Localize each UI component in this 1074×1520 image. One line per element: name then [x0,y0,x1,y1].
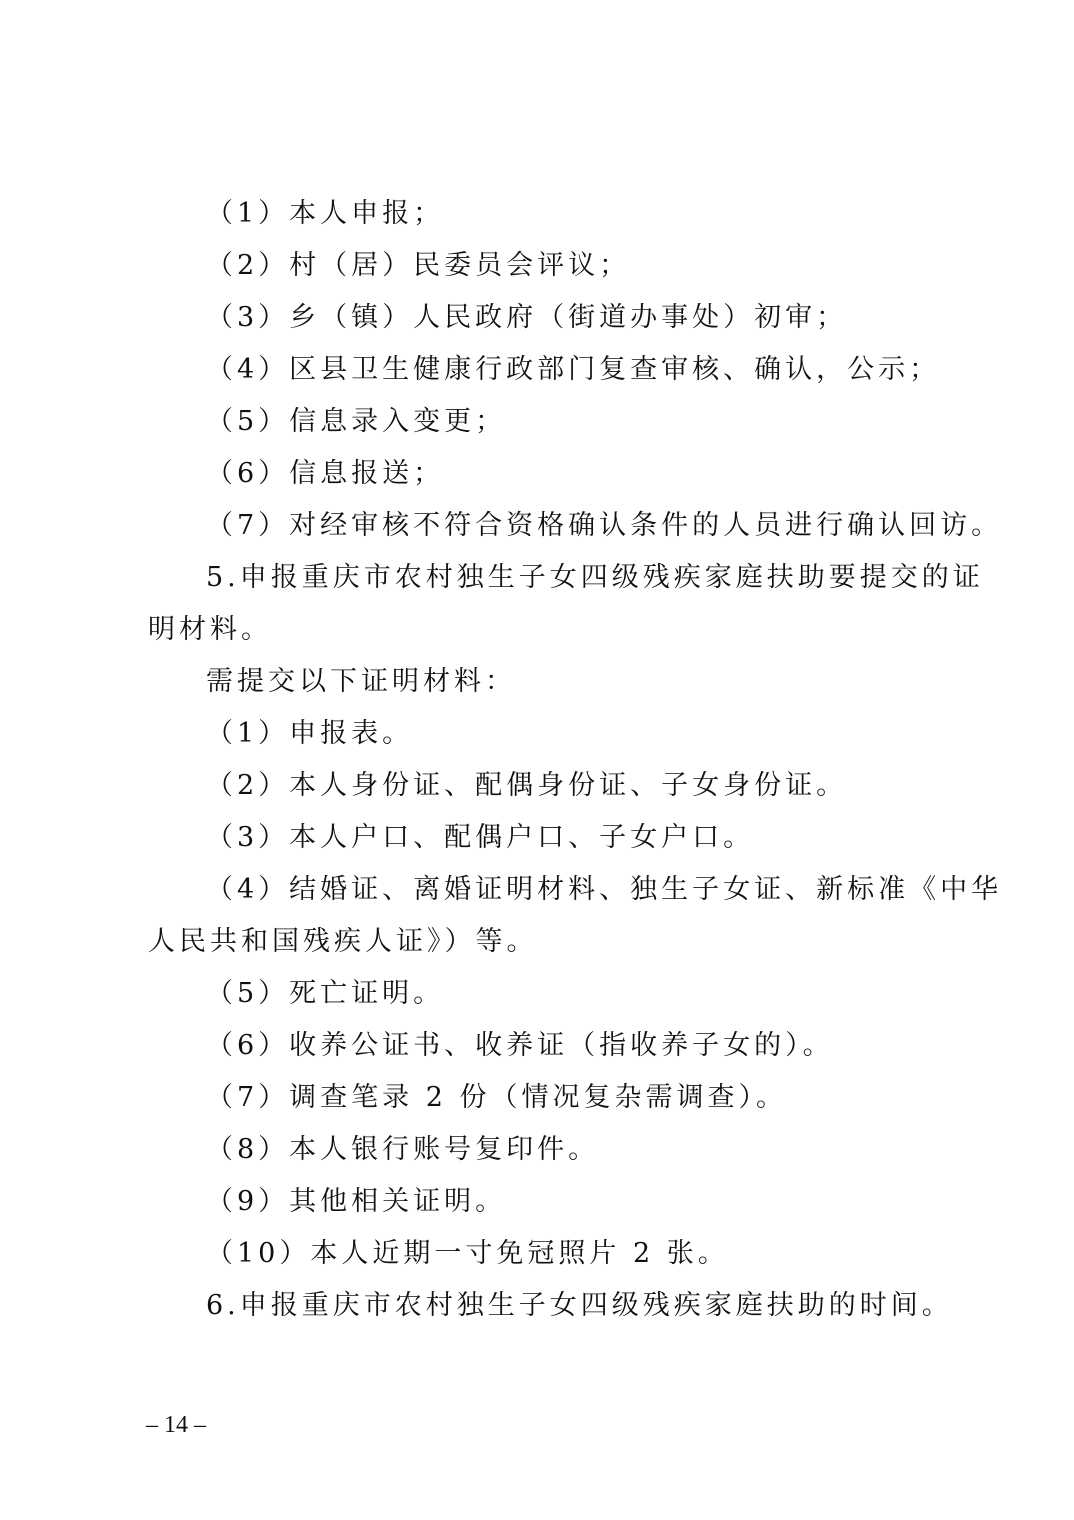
list-item-material-5: （5）死亡证明。 [206,978,445,1009]
list-item-material-1: （1）申报表。 [206,718,414,749]
list-item-material-6: （6）收养公证书、收养证（指收养子女的）。 [206,1030,834,1061]
paragraph-intro: 需提交以下证明材料： [206,666,516,697]
list-item-step-5: （5）信息录入变更； [206,406,507,437]
page-number: – 14 – [146,1412,206,1438]
section-heading-5-continued: 明材料。 [148,614,272,645]
list-item-material-7: （7）调查笔录 2 份（情况复杂需调查）。 [206,1082,788,1113]
list-item-material-10: （10）本人近期一寸免冠照片 2 张。 [206,1238,729,1269]
list-item-material-4-continued: 人民共和国残疾人证》）等。 [148,926,538,957]
section-heading-5: 5.申报重庆市农村独生子女四级残疾家庭扶助要提交的证 [206,562,984,593]
list-item-material-9: （9）其他相关证明。 [206,1186,507,1217]
list-item-material-2: （2）本人身份证、配偶身份证、子女身份证。 [206,770,848,801]
list-item-material-8: （8）本人银行账号复印件。 [206,1134,600,1165]
section-heading-6: 6.申报重庆市农村独生子女四级残疾家庭扶助的时间。 [206,1290,953,1321]
list-item-step-4: （4）区县卫生健康行政部门复查审核、确认，公示； [206,354,941,385]
list-item-material-3: （3）本人户口、配偶户口、子女户口。 [206,822,755,853]
list-item-step-1: （1）本人申报； [206,198,445,229]
list-item-step-3: （3）乡（镇）人民政府（街道办事处）初审； [206,302,848,333]
list-item-step-7: （7）对经审核不符合资格确认条件的人员进行确认回访。 [206,510,1003,541]
list-item-material-4: （4）结婚证、离婚证明材料、独生子女证、新标准《中华 [206,874,1003,905]
list-item-step-2: （2）村（居）民委员会评议； [206,250,631,281]
list-item-step-6: （6）信息报送； [206,458,445,489]
